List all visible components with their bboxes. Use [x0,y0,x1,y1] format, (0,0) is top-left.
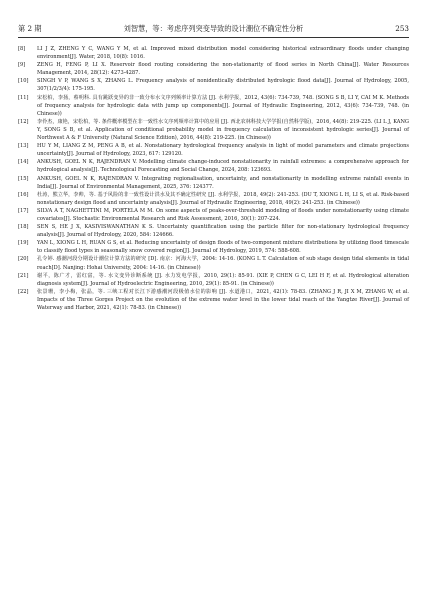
reference-number: [21] [18,272,29,279]
reference-text: SILVA A T, NAGHETTINI M, PORTELA M M. On some aspects of peaks-over-threshold modeling of floods under nonstationarity using climate covariates[J]. Stochastic Environmental Research and Risk Assessment, 2016, 30(1): 207-224. [37,207,409,222]
reference-number: [13] [18,143,29,150]
reference-number: [12] [18,118,29,125]
reference-entry [18,77,409,93]
reference-text: 李伶杰，康艳，宋松柏，等. 条件概率模型在非一致性水文序列频率计算中的应用 [J]. 西北农林科技大学学报(自然科学版)，2016, 44(8): 219-225. (LI L J, KANG Y, SONG S B, et al. Application of conditional probability model in frequency calculation of inconsistent hydrologic series[J]. Journal of Northwest A & F University (Natural Science Edition), 2016, 44(8): 219-225. (in Chinese)) [37,118,409,142]
reference-number: [9] [18,62,26,69]
reference-entry [18,207,409,223]
reference-number: [8] [18,46,26,52]
reference-entry [18,94,409,118]
reference-text: LI J Z, ZHENG Y C, WANG Y M, et al. Improved mixed distribution model considering historical extraordinary floods under changing environment[J]. Water, 2018, 10(8): 1016. [37,46,409,61]
reference-text: ZENG H, FENG P, LI X. Reservoir flood routing considering the non-stationarity of flood series in North China[J]. Water Resources Management, 2014, 28(12): 4273-4287. [37,62,409,77]
reference-entry [18,118,409,142]
reference-text: ANKUSH, GOEL N K, RAJENDRAN V. Modelling climate change-induced nonstationarity in rainfall extremes: a comprehensive approach for hydrological analysis[J]. Technological Forecasting and Social Change, 2024, 208: 123693. [37,159,409,174]
reference-number: [18] [18,224,29,231]
reference-number: [14] [18,159,29,166]
running-title: 刘智慧，等：考虑序列突变导致的设计潮位不确定性分析 [123,24,304,33]
reference-entry [18,158,409,174]
reference-entry [18,45,409,61]
reference-text: SINGH V P, WANG S X, ZHANG L. Frequency analysis of nonidentically distributed hydrologic flood data[J]. Journal of Hydrology, 2005, 307(1/2/3/4): 175-195. [37,78,409,93]
reference-number: [10] [18,78,29,85]
reference-entry [18,61,409,77]
reference-number: [19] [18,240,29,247]
reference-number: [17] [18,207,29,214]
reference-number: [15] [18,175,29,182]
reference-text: HU Y M, LIANG Z M, PENG A B, et al. Nonstationary hydrological frequency analysis in light of model parameters and climate projections uncertainty[J]. Journal of Hydrology, 2023, 617: 129120. [37,143,409,158]
issue-number: 第 2 期 [18,24,42,33]
reference-entry [18,191,409,207]
reference-entry [18,288,409,312]
reference-number: [20] [18,256,29,263]
reference-text: 孔令婷. 感潮河段分期设计潮位计算方法的研究 [D]. 南京：河海大学，2004: 14-16. (KONG L T. Calculation of sub stage design tidal elements in tidal reach[D]. Nanjing: Hohai University, 2004: 14-16. (in Chinese)) [37,256,409,271]
reference-text: SEN S, HE J X, KASIVISWANATHAN K S. Uncertainty quantification using the particle filter for non-stationary hydrological frequency analysis[J]. Journal of Hydrology, 2020, 584: 124666. [37,224,409,239]
reference-number: [16] [18,191,29,198]
reference-number: [11] [18,94,29,101]
header-rule [18,37,409,38]
reference-entry [18,175,409,191]
running-header [18,22,409,36]
reference-entry [18,239,409,255]
page-number: 253 [395,24,409,33]
reference-entry [18,142,409,158]
reference-entry [18,255,409,271]
reference-entry [18,272,409,288]
reference-entry [18,223,409,239]
reference-text: 宋松柏，李扬，蔡明科. 具有跳跃变异的非一致分布水文序列频率计算方法 [J]. 水利学报，2012, 43(6): 734-739, 748. (SONG S B, LI Y, CAI M K. Methods of frequency analysis for hydrologic data with jump up components[J]. Journal of Hydraulic Engineering, 2012, 43(6): 734-739, 748. (in Chinese)) [37,94,409,117]
reference-list [18,45,409,312]
reference-text: 杜涛，熊立华，李帅，等. 基于风险的非一致性设计洪水及其不确定性研究 [J]. 水利学报，2018, 49(2): 241-253. (DU T, XIONG L H, LI S, et al. Risk-based nonstationary design flood and uncertainty analysis[J]. Journal of Hydraulic Engineering, 2018, 49(2): 241-253. (in Chinese)) [37,191,409,206]
reference-text: ANKUSH, GOEL N K, RAJENDRAN V. Integrating regionalisation, uncertainty, and nonstationarity in modelling extreme rainfall events in India[J]. Journal of Environmental Management, 2025, 376: 124377. [37,175,409,190]
reference-text: 谢平，陈广才，雷红富，等. 水文变异诊断系统 [J]. 水力发电学报，2010, 29(1): 85-91. (XIE P, CHEN G C, LEI H F, et al. Hydrological alteration diagnosis system[J]. Journal of Hydroelectric Engineering, 2010, 29(1): 85-91. (in Chinese)) [37,272,409,287]
reference-number: [22] [18,288,29,295]
reference-text: 张景珊，李小梅，张晶，等. 三峡工程对长江下游感潮河段极值水位的影响 [J]. 水道港口，2021, 42(1): 78-83. (ZHANG J R, JI X M, ZHANG W, et al. Impacts of the Three Gorges Project on the evolution of the extreme water level in the lower tidal reach of the Yangtze River[J]. Journal of Waterway and Harbor, 2021, 42(1): 78-83. (in Chinese)) [37,288,409,311]
reference-text: YAN L, XIONG L H, RUAN G S, et al. Reducing uncertainty of design floods of two-component mixture distributions by utilizing flood timescale to classify flood types in seasonally snow covered region[J]. Journal of Hydrology, 2019, 574: 588-608. [37,240,409,255]
